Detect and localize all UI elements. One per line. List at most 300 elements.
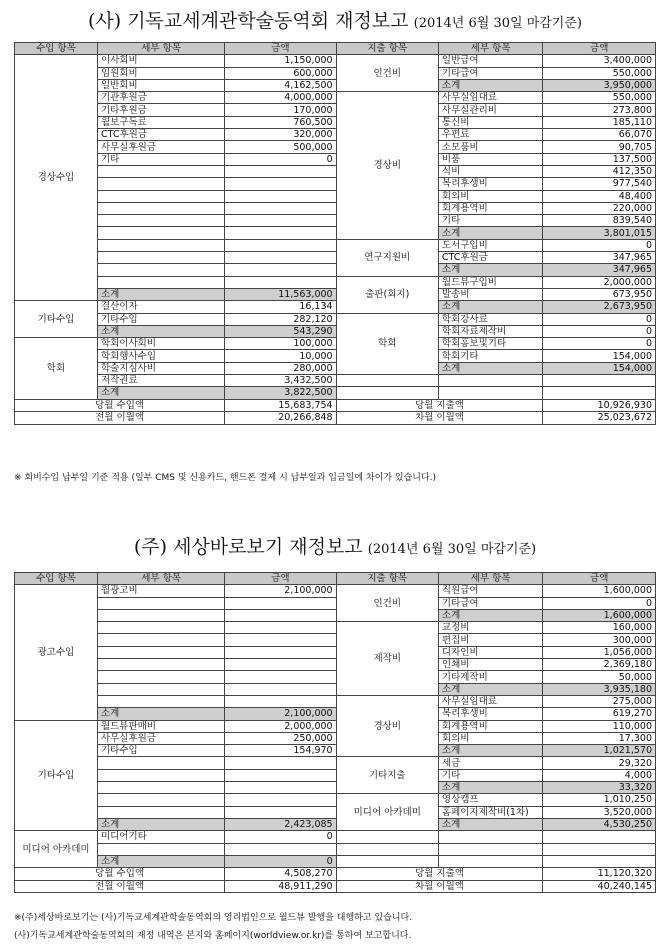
expense-category-cell: 경상비 [336, 695, 438, 756]
table-row [15, 646, 656, 658]
expense-item-amount: 839,540 [543, 215, 656, 227]
expense-subtotal-amount: 33,320 [543, 782, 656, 794]
income-category-header: 수입 항목 [15, 43, 98, 55]
table-row [15, 264, 656, 276]
expense-subtotal-label: 소계 [438, 818, 543, 830]
expense-subtotal-amount: 2,673,950 [543, 301, 656, 313]
table-row [15, 622, 656, 634]
table-row [15, 252, 656, 264]
report2-title-main: (주) 세상바로보기 재정보고 [133, 536, 363, 558]
income-blank-cell [225, 634, 336, 646]
income-blank-cell [225, 239, 336, 251]
expense-item-amount: 273,800 [543, 104, 656, 116]
expense-item-name: 편집비 [438, 634, 543, 646]
income-item-amount: 2,000,000 [225, 720, 336, 732]
expense-item-name: 도서구입비 [438, 239, 543, 251]
expense-total-label: 차월 이월액 [336, 880, 543, 893]
table-row [15, 806, 656, 818]
table-row [15, 708, 656, 720]
expense-empty-cell [336, 375, 438, 387]
income-item-name: 일반회비 [97, 79, 224, 91]
expense-subtotal-label: 소계 [438, 683, 543, 695]
income-total-value: 20,266,848 [225, 412, 336, 425]
income-blank-cell [225, 622, 336, 634]
report1-title-main: (사) 기독교세계관학술동역회 재정보고 [87, 10, 409, 32]
expense-item-name: 기타 [438, 769, 543, 781]
table-row [15, 141, 656, 153]
expense-category-cell: 인건비 [336, 55, 438, 92]
expense-subtotal-label: 소계 [438, 745, 543, 757]
income-item-name: 학회이사회비 [97, 338, 224, 350]
expense-total-label: 차월 이월액 [336, 412, 543, 425]
income-blank-cell [225, 202, 336, 214]
table-row [15, 745, 656, 757]
expense-empty-cell [336, 387, 438, 399]
expense-item-amount: 29,320 [543, 757, 656, 769]
income-category-cell: 광고수입 [15, 585, 98, 720]
report2-date-note: (2014년 6월 30일 마감기준) [367, 542, 537, 557]
table-row [15, 104, 656, 116]
income-item-name: 월드뷰판매비 [97, 720, 224, 732]
expense-item-amount: 185,110 [543, 116, 656, 128]
expense-item-name: 기타급여 [438, 67, 543, 79]
income-item-amount: 500,000 [225, 141, 336, 153]
table-row [15, 288, 656, 300]
expense-subtotal-amount: 3,950,000 [543, 79, 656, 91]
expense-empty-cell [438, 831, 543, 843]
income-category-cell: 경상수입 [15, 55, 98, 301]
expense-item-name: 학회홍보및기타 [438, 338, 543, 350]
expense-item-name: 회의비 [438, 190, 543, 202]
income-subtotal-label: 소계 [97, 325, 224, 337]
expense-item-name: 사무실임대료 [438, 695, 543, 707]
expense-item-amount: 1,600,000 [543, 585, 656, 597]
expense-empty-cell [438, 375, 543, 387]
expense-total-value: 40,240,145 [543, 880, 656, 893]
table-row [15, 794, 656, 806]
totals-row [15, 880, 656, 893]
expense-total-value: 11,120,320 [543, 868, 656, 881]
table-row [15, 671, 656, 683]
expense-empty-cell [438, 387, 543, 399]
expense-subtotal-amount: 347,965 [543, 264, 656, 276]
table-row [15, 92, 656, 104]
expense-item-amount: 90,705 [543, 141, 656, 153]
income-blank-cell [225, 646, 336, 658]
report2-note-1: ※(주)세상바로보기는 (사)기독교세계관학술동역회의 영리법인으로 월드뷰 발행을 대행하고 있습니다. [14, 913, 413, 923]
table-row [15, 350, 656, 362]
report2-note-2: (사)기독교세계관학술동역회의 재정 내역은 본지와 홈페이지(worldview.or.kr)를 통하여 보고합니다. [14, 931, 412, 941]
expense-item-amount: 17,300 [543, 732, 656, 744]
income-item-amount: 2,100,000 [225, 585, 336, 597]
income-subtotal-amount: 2,423,085 [225, 818, 336, 830]
table-row [15, 79, 656, 91]
income-blank-cell [225, 609, 336, 621]
expense-total-value: 25,023,672 [543, 412, 656, 425]
table-row [15, 609, 656, 621]
income-blank-cell [225, 178, 336, 190]
income-blank-cell [97, 622, 224, 634]
expense-item-amount: 2,000,000 [543, 276, 656, 288]
income-item-amount: 100,000 [225, 338, 336, 350]
income-category-header: 수입 항목 [15, 573, 98, 585]
expense-subtotal-amount: 4,530,250 [543, 818, 656, 830]
expense-item-amount: 50,000 [543, 671, 656, 683]
income-blank-cell [225, 757, 336, 769]
income-item-header: 세부 항목 [97, 573, 224, 585]
income-item-amount: 1,150,000 [225, 55, 336, 67]
expense-subtotal-label: 소계 [438, 782, 543, 794]
income-subtotal-label: 소계 [97, 387, 224, 399]
expense-item-amount: 550,000 [543, 67, 656, 79]
expense-item-name: 학회기타 [438, 350, 543, 362]
expense-empty-cell [543, 831, 656, 843]
table-row [15, 153, 656, 165]
income-blank-cell [225, 843, 336, 855]
income-blank-cell [97, 178, 224, 190]
expense-category-cell: 제작비 [336, 622, 438, 696]
income-subtotal-amount: 2,100,000 [225, 708, 336, 720]
income-item-amount: 4,162,500 [225, 79, 336, 91]
income-blank-cell [97, 695, 224, 707]
income-blank-cell [97, 190, 224, 202]
income-blank-cell [97, 634, 224, 646]
expense-item-name: 복리후생비 [438, 178, 543, 190]
income-item-name: 월보구독료 [97, 116, 224, 128]
table-row [15, 720, 656, 732]
income-blank-cell [225, 782, 336, 794]
expense-item-name: 소모품비 [438, 141, 543, 153]
expense-subtotal-label: 소계 [438, 301, 543, 313]
income-total-value: 15,683,754 [225, 399, 336, 412]
expense-item-amount: 2,369,180 [543, 659, 656, 671]
income-item-amount: 16,134 [225, 301, 336, 313]
expense-category-cell: 연구지원비 [336, 239, 438, 276]
expense-item-amount: 0 [543, 325, 656, 337]
table-row [15, 387, 656, 399]
table-row [15, 695, 656, 707]
income-item-name: 결산이자 [97, 301, 224, 313]
expense-total-label: 당월 지출액 [336, 399, 543, 412]
expense-item-name: 세금 [438, 757, 543, 769]
income-blank-cell [97, 227, 224, 239]
income-blank-cell [97, 769, 224, 781]
income-blank-cell [97, 806, 224, 818]
income-blank-cell [225, 659, 336, 671]
expense-item-name: 기타제작비 [438, 671, 543, 683]
income-item-name: 저작권료 [97, 375, 224, 387]
table-row [15, 165, 656, 177]
table-row [15, 178, 656, 190]
income-item-name: 기관후원금 [97, 92, 224, 104]
income-item-name: 임원회비 [97, 67, 224, 79]
income-blank-cell [97, 215, 224, 227]
table-row [15, 843, 656, 855]
expense-item-name: 발송비 [438, 288, 543, 300]
income-subtotal-label: 소계 [97, 288, 224, 300]
income-blank-cell [97, 646, 224, 658]
income-item-amount: 4,000,000 [225, 92, 336, 104]
income-item-amount: 760,500 [225, 116, 336, 128]
table-row [15, 202, 656, 214]
expense-category-header: 지출 항목 [336, 573, 438, 585]
income-item-amount: 282,120 [225, 313, 336, 325]
income-item-amount: 280,000 [225, 362, 336, 374]
table-row [15, 769, 656, 781]
income-blank-cell [225, 794, 336, 806]
expense-item-amount: 160,000 [543, 622, 656, 634]
income-blank-cell [97, 276, 224, 288]
table-row [15, 67, 656, 79]
expense-item-name: 교정비 [438, 622, 543, 634]
income-subtotal-amount: 543,290 [225, 325, 336, 337]
expense-empty-cell [543, 375, 656, 387]
table-row [15, 227, 656, 239]
table-row [15, 831, 656, 843]
income-item-name: 이사회비 [97, 55, 224, 67]
income-blank-cell [97, 239, 224, 251]
expense-subtotal-label: 소계 [438, 362, 543, 374]
expense-item-name: 일반급여 [438, 55, 543, 67]
expense-item-name: 사무실임대료 [438, 92, 543, 104]
income-blank-cell [225, 252, 336, 264]
expense-item-name: 월드뷰구입비 [438, 276, 543, 288]
income-item-amount: 0 [225, 831, 336, 843]
income-blank-cell [225, 671, 336, 683]
expense-item-amount: 673,950 [543, 288, 656, 300]
expense-subtotal-label: 소계 [438, 79, 543, 91]
expense-item-name: 인쇄비 [438, 659, 543, 671]
expense-subtotal-label: 소계 [438, 609, 543, 621]
table-row [15, 818, 656, 830]
income-blank-cell [97, 794, 224, 806]
table-row [15, 683, 656, 695]
expense-item-amount: 412,350 [543, 165, 656, 177]
income-category-cell: 미디어 아카데미 [15, 831, 98, 868]
table-row [15, 190, 656, 202]
table-row [15, 597, 656, 609]
expense-item-name: 사무실관리비 [438, 104, 543, 116]
income-blank-cell [225, 264, 336, 276]
income-item-header: 세부 항목 [97, 43, 224, 55]
expense-item-amount: 0 [543, 313, 656, 325]
table-row [15, 129, 656, 141]
expense-subtotal-amount: 154,000 [543, 362, 656, 374]
expense-total-label: 당월 지출액 [336, 868, 543, 881]
income-subtotal-amount: 0 [225, 855, 336, 867]
income-total-label: 당월 수입액 [15, 399, 225, 412]
expense-item-amount: 3,520,000 [543, 806, 656, 818]
income-total-label: 전월 이월액 [15, 412, 225, 425]
expense-item-amount: 300,000 [543, 634, 656, 646]
expense-category-cell: 출판(회지) [336, 276, 438, 313]
expense-item-name: 영상캠프 [438, 794, 543, 806]
income-blank-cell [97, 264, 224, 276]
expense-item-amount: 66,070 [543, 129, 656, 141]
table-row [15, 757, 656, 769]
expense-item-amount: 220,000 [543, 202, 656, 214]
income-amount-header: 금액 [225, 573, 336, 585]
expense-item-amount: 110,000 [543, 720, 656, 732]
income-item-amount: 3,432,500 [225, 375, 336, 387]
expense-category-cell: 기타지출 [336, 757, 438, 794]
table-row [15, 116, 656, 128]
expense-empty-cell [543, 387, 656, 399]
report1-title [0, 6, 670, 33]
table-row [15, 375, 656, 387]
income-blank-cell [97, 252, 224, 264]
income-item-amount: 170,000 [225, 104, 336, 116]
income-item-name: 기타후원금 [97, 104, 224, 116]
income-item-name: CTC후원금 [97, 129, 224, 141]
income-blank-cell [225, 190, 336, 202]
expense-category-cell: 미디어 아카데미 [336, 794, 438, 831]
income-subtotal-label: 소계 [97, 818, 224, 830]
totals-row [15, 399, 656, 412]
income-blank-cell [97, 782, 224, 794]
expense-item-amount: 619,270 [543, 708, 656, 720]
income-item-name: 학회행사수입 [97, 350, 224, 362]
income-item-amount: 10,000 [225, 350, 336, 362]
income-item-name: 학술지심사비 [97, 362, 224, 374]
income-item-name: 월광고비 [97, 585, 224, 597]
expense-item-amount: 977,540 [543, 178, 656, 190]
report1-date-note: (2014년 6월 30일 마감기준) [413, 16, 582, 31]
expense-item-amount: 48,400 [543, 190, 656, 202]
income-subtotal-label: 소계 [97, 708, 224, 720]
expense-item-amount: 0 [543, 338, 656, 350]
expense-item-amount: 550,000 [543, 92, 656, 104]
income-blank-cell [97, 202, 224, 214]
expense-subtotal-label: 소계 [438, 227, 543, 239]
income-total-label: 전월 이월액 [15, 880, 225, 893]
expense-item-header: 세부 항목 [438, 43, 543, 55]
expense-item-header: 세부 항목 [438, 573, 543, 585]
expense-category-cell: 학회 [336, 313, 438, 374]
header-row [15, 43, 656, 55]
income-item-amount: 250,000 [225, 732, 336, 744]
report1-table [14, 42, 656, 425]
expense-amount-header: 금액 [543, 573, 656, 585]
expense-item-name: 홈페이지제작비(1차) [438, 806, 543, 818]
income-total-label: 당월 수입액 [15, 868, 225, 881]
table-row [15, 782, 656, 794]
expense-subtotal-label: 소계 [438, 264, 543, 276]
expense-category-cell: 인건비 [336, 585, 438, 622]
expense-item-name: 기타급여 [438, 597, 543, 609]
income-blank-cell [225, 769, 336, 781]
income-total-value: 4,508,270 [225, 868, 336, 881]
expense-item-amount: 1,010,250 [543, 794, 656, 806]
income-category-cell: 기타수입 [15, 301, 98, 338]
expense-item-name: 회의비 [438, 732, 543, 744]
expense-item-amount: 275,000 [543, 695, 656, 707]
header-row [15, 573, 656, 585]
expense-item-amount: 154,000 [543, 350, 656, 362]
expense-item-name: 학회강사료 [438, 313, 543, 325]
income-blank-cell [97, 683, 224, 695]
table-row [15, 301, 656, 313]
income-amount-header: 금액 [225, 43, 336, 55]
income-blank-cell [225, 695, 336, 707]
report1-note: ※ 회비수입 납부일 기준 적용 (일부 CMS 및 신용카드, 핸드폰 결제 시 납부일과 입금일에 차이가 있습니다.) [14, 473, 437, 483]
expense-item-name: 비품 [438, 153, 543, 165]
table-row [15, 634, 656, 646]
income-blank-cell [97, 659, 224, 671]
table-row [15, 855, 656, 867]
income-item-amount: 154,970 [225, 745, 336, 757]
table-row [15, 325, 656, 337]
income-subtotal-label: 소계 [97, 855, 224, 867]
expense-item-amount: 1,056,000 [543, 646, 656, 658]
income-category-cell: 학회 [15, 338, 98, 399]
expense-item-amount: 0 [543, 239, 656, 251]
expense-subtotal-amount: 3,935,180 [543, 683, 656, 695]
expense-item-name: 디자인비 [438, 646, 543, 658]
income-item-name: 사무실후원금 [97, 141, 224, 153]
expense-empty-cell [543, 843, 656, 855]
expense-item-name: 회계용역비 [438, 202, 543, 214]
expense-item-amount: 347,965 [543, 252, 656, 264]
expense-item-name: CTC후원금 [438, 252, 543, 264]
expense-item-name: 직원급여 [438, 585, 543, 597]
expense-item-name: 학회자료제작비 [438, 325, 543, 337]
income-category-cell: 기타수입 [15, 720, 98, 831]
expense-item-name: 기타 [438, 215, 543, 227]
expense-item-amount: 3,400,000 [543, 55, 656, 67]
income-item-amount: 320,000 [225, 129, 336, 141]
table-row [15, 276, 656, 288]
expense-empty-cell [336, 843, 438, 855]
income-blank-cell [225, 683, 336, 695]
totals-row [15, 868, 656, 881]
income-blank-cell [225, 276, 336, 288]
income-item-name: 기타 [97, 153, 224, 165]
expense-subtotal-amount: 1,021,570 [543, 745, 656, 757]
expense-category-header: 지출 항목 [336, 43, 438, 55]
totals-row [15, 412, 656, 425]
table-row [15, 732, 656, 744]
expense-empty-cell [543, 855, 656, 867]
income-subtotal-amount: 11,563,000 [225, 288, 336, 300]
table-row [15, 313, 656, 325]
income-blank-cell [97, 597, 224, 609]
table-row [15, 659, 656, 671]
income-blank-cell [97, 757, 224, 769]
expense-item-name: 복리후생비 [438, 708, 543, 720]
income-item-amount: 600,000 [225, 67, 336, 79]
expense-item-name: 식비 [438, 165, 543, 177]
table-row [15, 55, 656, 67]
report2-table [14, 572, 656, 893]
table-row [15, 585, 656, 597]
income-blank-cell [97, 671, 224, 683]
income-blank-cell [225, 597, 336, 609]
expense-empty-cell [336, 831, 438, 843]
expense-empty-cell [438, 855, 543, 867]
income-blank-cell [225, 215, 336, 227]
income-blank-cell [97, 843, 224, 855]
expense-item-name: 통신비 [438, 116, 543, 128]
expense-item-amount: 137,500 [543, 153, 656, 165]
table-row [15, 215, 656, 227]
expense-item-name: 회계용역비 [438, 720, 543, 732]
income-blank-cell [225, 165, 336, 177]
expense-empty-cell [336, 855, 438, 867]
income-blank-cell [97, 165, 224, 177]
income-item-amount: 0 [225, 153, 336, 165]
table-row [15, 239, 656, 251]
